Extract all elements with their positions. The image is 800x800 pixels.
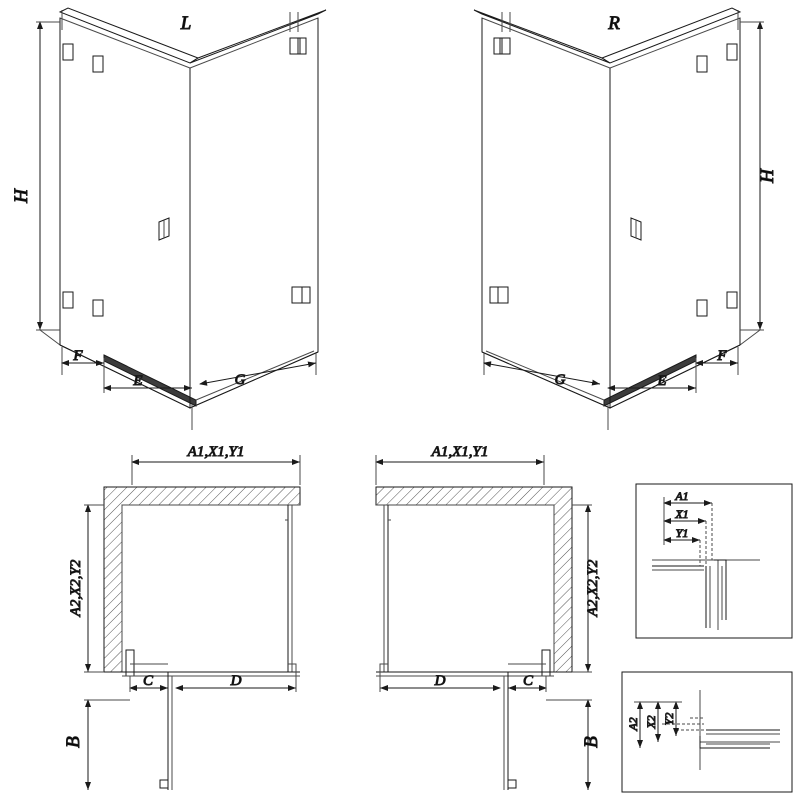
detail-view-bottom (622, 672, 792, 792)
detail-view-top (636, 484, 792, 638)
plan-left-dim-d: D (230, 673, 242, 689)
plan-right-dim-b: B (581, 736, 602, 748)
iso-right-dim-g: G (554, 372, 566, 388)
iso-right-height-label: H (757, 169, 778, 183)
iso-left-height-label: H (11, 189, 32, 203)
plan-left-dim-c: C (142, 673, 154, 689)
plan-right-dim-c: C (522, 673, 534, 689)
iso-left-dim-e: E (133, 373, 143, 389)
plan-right-top-dim: A1,X1,Y1 (431, 444, 489, 460)
iso-right-dim-f: F (717, 348, 727, 364)
plan-left-top-dim: A1,X1,Y1 (187, 444, 245, 460)
detail-bottom-y2: Y2 (662, 712, 676, 726)
plan-view-left (63, 444, 300, 790)
detail-top-y1: Y1 (675, 526, 689, 540)
iso-left-dim-f: F (73, 348, 83, 364)
plan-right-dim-d: D (434, 673, 446, 689)
detail-top-a1: A1 (675, 489, 689, 503)
iso-left-dim-g: G (234, 372, 246, 388)
iso-left-side-label: L (180, 13, 192, 34)
plan-view-right (376, 444, 602, 790)
iso-view-left (11, 8, 326, 430)
detail-bottom-x2: X2 (644, 715, 658, 729)
plan-left-side-dim: A2,X2,Y2 (68, 559, 84, 617)
iso-right-side-label: R (608, 13, 620, 34)
iso-view-right (474, 8, 778, 430)
iso-right-dim-e: E (657, 373, 667, 389)
plan-right-side-dim: A2,X2,Y2 (585, 559, 601, 617)
detail-top-x1: X1 (675, 507, 689, 521)
plan-left-dim-b: B (63, 736, 84, 748)
detail-bottom-a2: A2 (626, 717, 640, 731)
